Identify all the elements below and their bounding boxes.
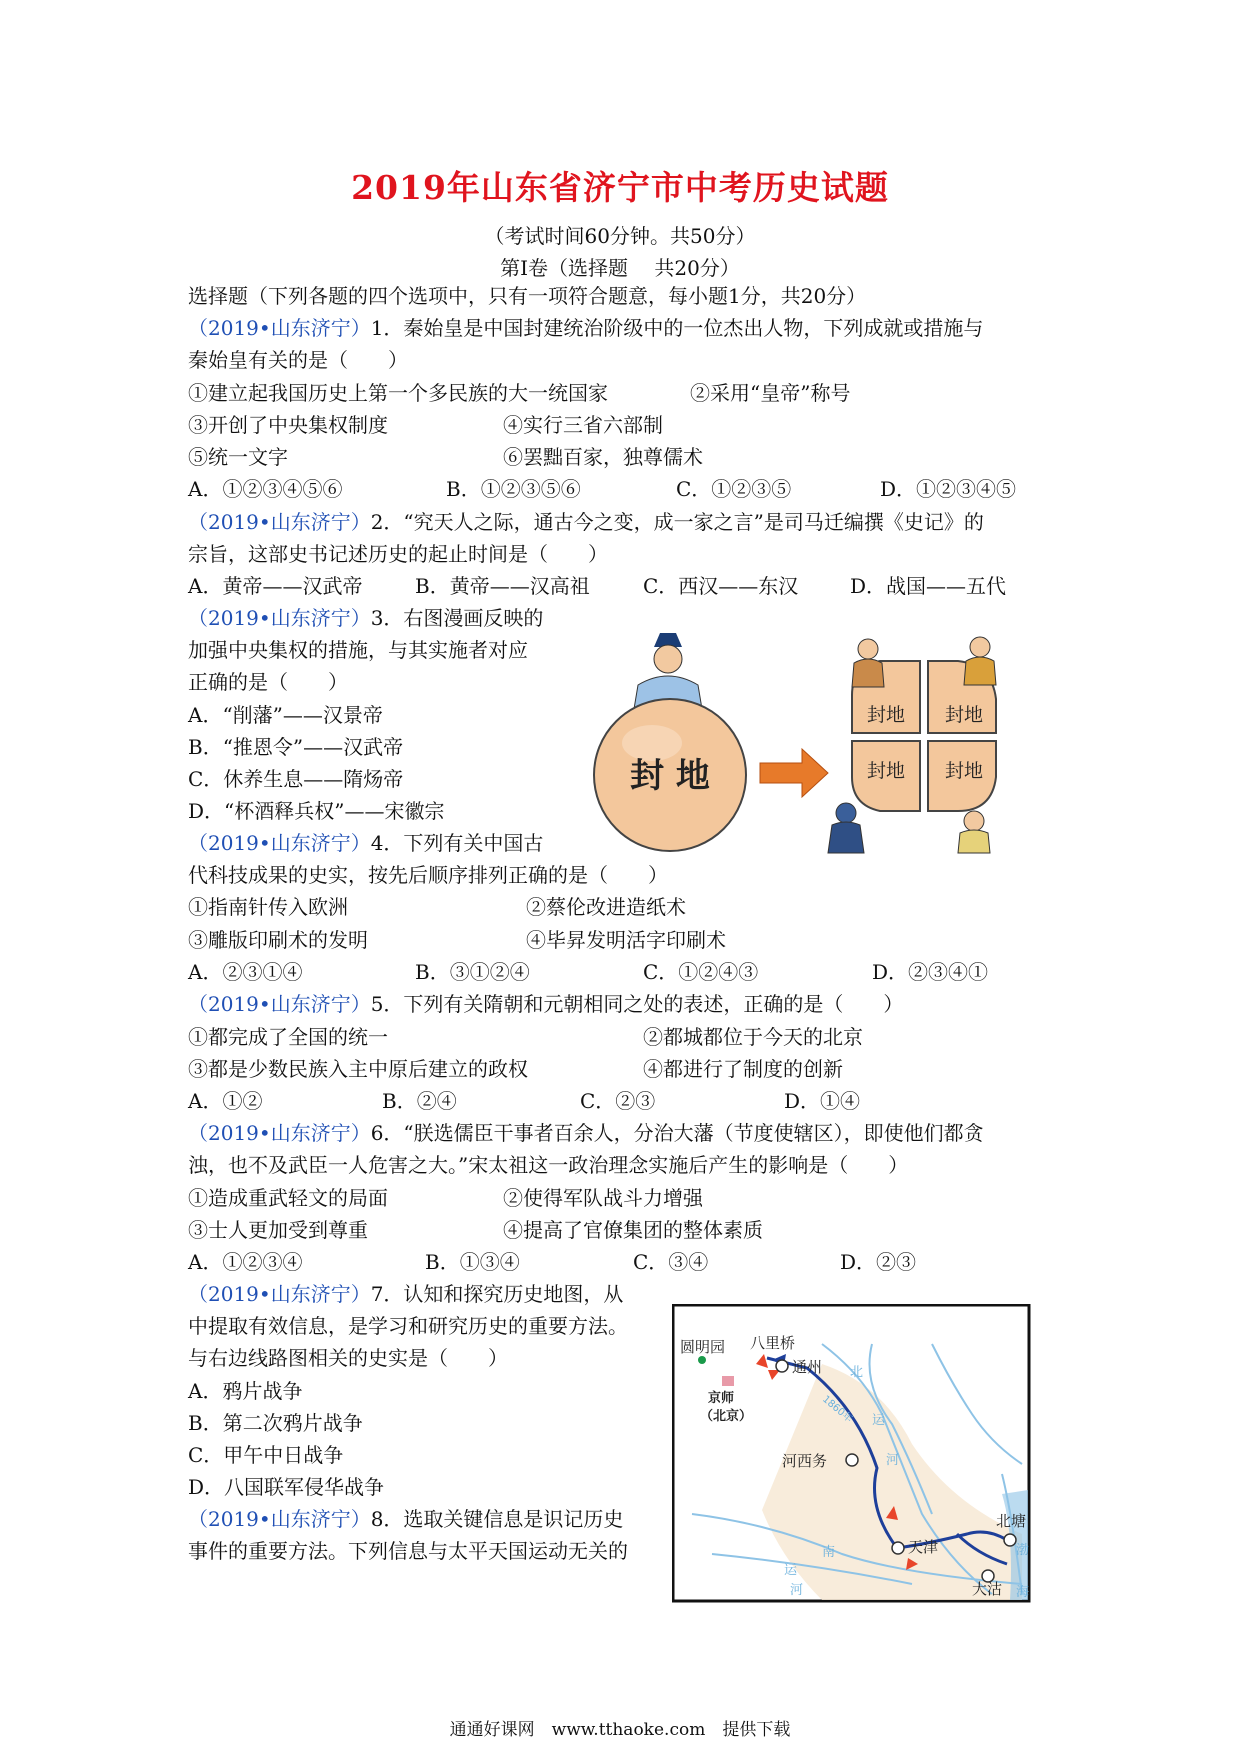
option-d: D．②③④①: [872, 960, 989, 984]
river-label: 海: [1016, 1585, 1030, 1600]
option-d: D．“杯酒释兵权”——宋徽宗: [188, 799, 445, 823]
option-d: D．①④: [784, 1089, 861, 1113]
map-label: 京师: [708, 1391, 735, 1406]
question-7-line-1: （2019•山东济宁）7．认知和探究历史地图，从: [188, 1282, 624, 1306]
route-map: [672, 1304, 1032, 1604]
piece-label: 封地: [944, 760, 984, 782]
river-label: 运: [784, 1563, 798, 1578]
option-d: D．②③: [840, 1250, 917, 1274]
option-c: C．甲午中日战争: [188, 1443, 344, 1467]
option-a: A．鸦片战争: [188, 1379, 303, 1403]
river-label: 南: [822, 1545, 836, 1560]
statement: ①建立起我国历史上第一个多民族的大一统国家: [188, 381, 608, 405]
option-c: C．休养生息——隋炀帝: [188, 767, 404, 791]
statement: ②采用“皇帝”称号: [690, 381, 851, 405]
source-tag: （2019•山东济宁）: [188, 510, 371, 534]
option-c: C．①②④③: [643, 960, 759, 984]
statement: ③士人更加受到尊重: [188, 1218, 368, 1242]
statement: ④提高了官僚集团的整体素质: [503, 1218, 763, 1242]
source-tag: （2019•山东济宁）: [188, 316, 371, 340]
question-8-line-2: 事件的重要方法。下列信息与太平天国运动无关的: [188, 1539, 628, 1563]
piece-label: 封地: [944, 704, 984, 726]
source-tag: （2019•山东济宁）: [188, 992, 371, 1016]
option-a: A．①②: [188, 1089, 263, 1113]
question-7-line-3: 与右边线路图相关的史实是（ ）: [188, 1346, 508, 1370]
footer: 通通好课网 www.tthaoke.com 提供下载: [449, 1720, 791, 1740]
arrow-right-icon: [760, 749, 828, 797]
territory-label: 封 地: [630, 756, 710, 796]
instructions: 选择题（下列各题的四个选项中，只有一项符合题意，每小题1分，共20分）: [188, 284, 867, 308]
statement: ③都是少数民族入主中原后建立的政权: [188, 1057, 528, 1081]
map-label: 通州: [792, 1358, 823, 1376]
river-label: 运: [872, 1413, 886, 1428]
question-1-line-1: （2019•山东济宁）1．秦始皇是中国封建统治阶级中的一位杰出人物，下列成就或措施与: [188, 316, 984, 340]
option-d: D．八国联军侵华战争: [188, 1475, 385, 1499]
option-b: B．①②③⑤⑥: [446, 477, 581, 501]
statement: ⑥罢黜百家，独尊儒术: [503, 445, 703, 469]
statement: ②都城都位于今天的北京: [643, 1025, 863, 1049]
question-4-line-2: 代科技成果的史实，按先后顺序排列正确的是（ ）: [188, 863, 668, 887]
map-label: 圆明园: [680, 1338, 726, 1356]
map-label: 北塘: [996, 1512, 1027, 1530]
option-c: C．①②③⑤: [676, 477, 792, 501]
statement: ①指南针传入欧洲: [188, 895, 348, 919]
place-dot: [776, 1360, 788, 1372]
option-a: A．②③①④: [188, 960, 303, 984]
question-4-line-1: （2019•山东济宁）4．下列有关中国古: [188, 831, 544, 855]
place-dot: [846, 1454, 858, 1466]
river-label: 渤: [1016, 1543, 1030, 1558]
source-tag: （2019•山东济宁）: [188, 606, 371, 630]
statement: ④都进行了制度的创新: [643, 1057, 843, 1081]
map-label: 天津: [908, 1538, 939, 1556]
source-tag: （2019•山东济宁）: [188, 1282, 371, 1306]
statement: ②蔡伦改进造纸术: [526, 895, 686, 919]
cartoon-figure: [582, 625, 1002, 855]
statement: ③雕版印刷术的发明: [188, 928, 368, 952]
option-c: C．③④: [633, 1250, 709, 1274]
river-label: 河: [790, 1583, 804, 1598]
question-2-line-1: （2019•山东济宁）2．“究天人之际，通古今之变，成一家之言”是司马迁编撰《史记》的: [188, 510, 984, 534]
question-7-line-2: 中提取有效信息，是学习和研究历史的重要方法。: [188, 1314, 628, 1338]
option-b: B．“推恩令”——汉武帝: [188, 735, 404, 759]
statement: ③开创了中央集权制度: [188, 413, 388, 437]
statement: ①造成重武轻文的局面: [188, 1186, 388, 1210]
question-3-line-2: 加强中央集权的措施，与其实施者对应: [188, 638, 528, 662]
statement: ⑤统一文字: [188, 445, 288, 469]
exam-info: （考试时间60分钟。共50分）: [484, 224, 756, 248]
year-label: 1860年: [820, 1393, 855, 1426]
option-b: B．黄帝——汉高祖: [415, 574, 590, 598]
option-d: D．①②③④⑤: [880, 477, 1017, 501]
option-b: B．①③④: [425, 1250, 520, 1274]
option-b: B．②④: [382, 1089, 457, 1113]
piece-label: 封地: [866, 704, 906, 726]
option-d: D．战国——五代: [850, 574, 1007, 598]
option-c: C．②③: [580, 1089, 656, 1113]
map-label: （北京）: [700, 1409, 753, 1424]
option-a: A．①②③④: [188, 1250, 303, 1274]
question-8-line-1: （2019•山东济宁）8．选取关键信息是识记历史: [188, 1507, 624, 1531]
option-a: A．“削藩”——汉景帝: [188, 703, 383, 727]
question-1-line-2: 秦始皇有关的是（ ）: [188, 348, 408, 372]
page-title: 2019年山东省济宁市中考历史试题: [351, 168, 889, 207]
statement: ②使得军队战斗力增强: [503, 1186, 703, 1210]
section-title: 第Ⅰ卷（选择题 共20分）: [500, 256, 740, 280]
source-tag: （2019•山东济宁）: [188, 1507, 371, 1531]
option-a: A．①②③④⑤⑥: [188, 477, 343, 501]
place-dot: [698, 1356, 706, 1364]
option-b: B．第二次鸦片战争: [188, 1411, 363, 1435]
option-a: A．黄帝——汉武帝: [188, 574, 363, 598]
statement: ④实行三省六部制: [503, 413, 663, 437]
piece-label: 封地: [866, 760, 906, 782]
source-tag: （2019•山东济宁）: [188, 1121, 371, 1145]
map-label: 八里桥: [750, 1334, 796, 1352]
capital-icon: [722, 1376, 734, 1386]
option-b: B．③①②④: [415, 960, 530, 984]
question-5-line-1: （2019•山东济宁）5．下列有关隋朝和元朝相同之处的表述，正确的是（ ）: [188, 992, 904, 1016]
river-label: 北: [850, 1365, 864, 1380]
place-dot: [1004, 1534, 1016, 1546]
question-3-line-3: 正确的是（ ）: [188, 670, 348, 694]
option-c: C．西汉——东汉: [643, 574, 799, 598]
map-label: 河西务: [782, 1452, 828, 1470]
source-tag: （2019•山东济宁）: [188, 831, 371, 855]
statement: ④毕昇发明活字印刷术: [526, 928, 726, 952]
statement: ①都完成了全国的统一: [188, 1025, 388, 1049]
map-label: 大沽: [972, 1580, 1003, 1598]
question-3-line-1: （2019•山东济宁）3．右图漫画反映的: [188, 606, 544, 630]
question-6-line-2: 浊，也不及武臣一人危害之大。”宋太祖这一政治理念实施后产生的影响是（ ）: [188, 1153, 909, 1177]
question-6-line-1: （2019•山东济宁）6．“朕选儒臣干事者百余人，分治大藩（节度使辖区），即使他们都贪: [188, 1121, 984, 1145]
river-label: 河: [886, 1453, 900, 1468]
place-dot: [892, 1542, 904, 1554]
question-2-line-2: 宗旨，这部史书记述历史的起止时间是（ ）: [188, 542, 608, 566]
